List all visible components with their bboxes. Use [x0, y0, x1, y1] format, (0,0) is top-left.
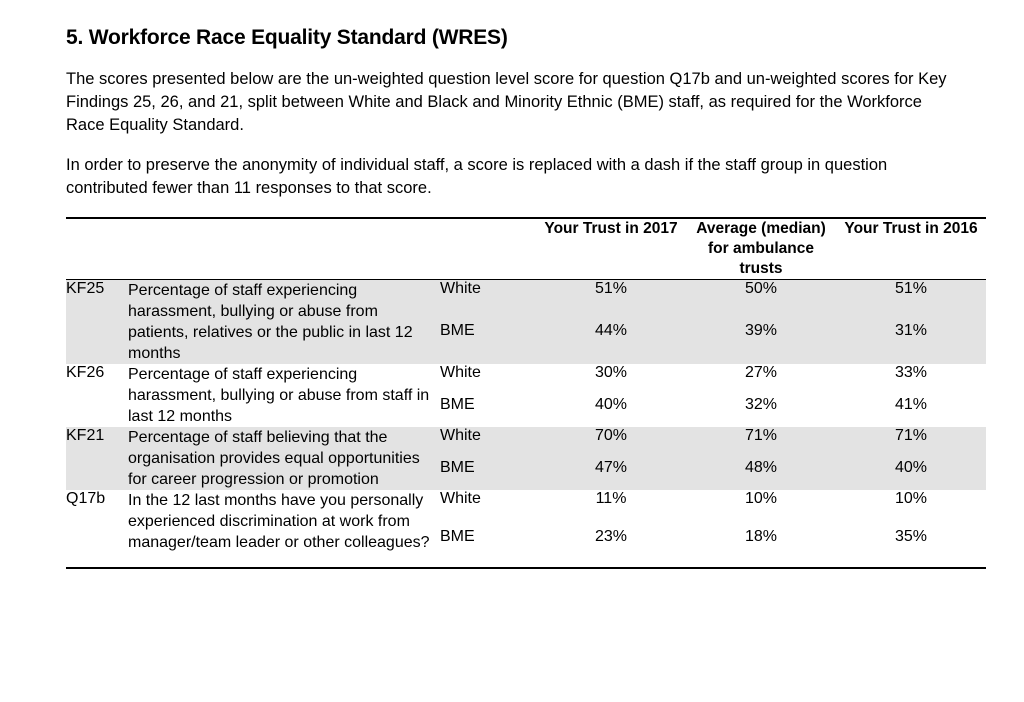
header-your-trust-2017: Your Trust in 2017 — [536, 218, 686, 280]
row-value-2017: 44% — [536, 322, 686, 364]
row-value-average: 32% — [744, 395, 778, 413]
row-value-2016: 31% — [836, 322, 986, 364]
row-value-2016: 33% — [894, 364, 928, 381]
row-description: In the 12 last months have you personally experienced discrimination at work from manager/team leader or other colleagues? — [128, 490, 440, 568]
row-group: White — [440, 364, 481, 381]
table-header — [66, 218, 986, 280]
row-value-2017: 30% — [594, 364, 628, 381]
header-your-trust-2016: Your Trust in 2016 — [836, 218, 986, 280]
row-group: White — [440, 427, 536, 459]
intro-paragraph-1: The scores presented below are the un-weighted question level score for question Q17b and un-weighted scores for Key Findings 25, 26, and 21, split between White and Black and Minority Ethnic (BME) staff, as required for the Workforce Race Equality Standard. — [66, 70, 947, 134]
table-row — [66, 364, 986, 396]
row-value-2017: 70% — [536, 427, 686, 459]
row-group: BME — [440, 322, 536, 364]
row-group: BME — [440, 459, 536, 491]
row-group: White — [440, 490, 481, 507]
row-value-2017: 51% — [536, 280, 686, 323]
page-title: 5. Workforce Race Equality Standard (WRES) — [66, 26, 508, 49]
row-group: White — [440, 280, 536, 323]
row-value-average: 71% — [686, 427, 836, 459]
header-description — [128, 218, 440, 280]
table-row — [66, 280, 986, 323]
row-value-average: 39% — [686, 322, 836, 364]
table-row — [66, 490, 986, 528]
row-description: Percentage of staff experiencing harassment, bullying or abuse from patients, relatives or the public in last 12 months — [128, 280, 440, 365]
row-code: KF25 — [66, 280, 128, 365]
row-value-average: 48% — [686, 459, 836, 491]
table-body — [66, 280, 986, 569]
header-group — [440, 218, 536, 280]
row-value-2017: 40% — [594, 395, 628, 413]
wres-table — [66, 217, 986, 569]
row-code: KF21 — [66, 427, 128, 490]
row-value-2016: 40% — [836, 459, 986, 491]
intro-paragraph-2: In order to preserve the anonymity of individual staff, a score is replaced with a dash if the staff group in question contributed fewer than 11 responses to that score. — [66, 156, 888, 197]
row-value-2016: 41% — [894, 395, 928, 413]
row-value-2016: 35% — [836, 528, 986, 568]
header-code — [66, 218, 128, 280]
row-group: BME — [440, 528, 536, 568]
row-value-average: 50% — [686, 280, 836, 323]
row-value-2016: 51% — [836, 280, 986, 323]
row-value-2017: 11% — [595, 490, 627, 507]
row-value-average: 10% — [744, 490, 778, 507]
row-description: Percentage of staff experiencing harassment, bullying or abuse from staff in last 12 months — [128, 366, 430, 425]
row-code: KF26 — [66, 364, 105, 381]
table-row — [66, 427, 986, 459]
row-value-2016: 10% — [894, 490, 928, 507]
row-value-average: 18% — [686, 528, 836, 568]
row-description: Percentage of staff believing that the organisation provides equal opportunities for career progression or promotion — [128, 427, 440, 490]
row-group: BME — [440, 395, 475, 413]
row-value-average: 27% — [744, 364, 778, 381]
row-value-2017: 23% — [536, 528, 686, 568]
row-value-2016: 71% — [836, 427, 986, 459]
row-code: Q17b — [66, 490, 128, 568]
row-value-2017: 47% — [536, 459, 686, 491]
header-average-ambulance-trusts: Average (median) for ambulance trusts — [686, 218, 836, 280]
